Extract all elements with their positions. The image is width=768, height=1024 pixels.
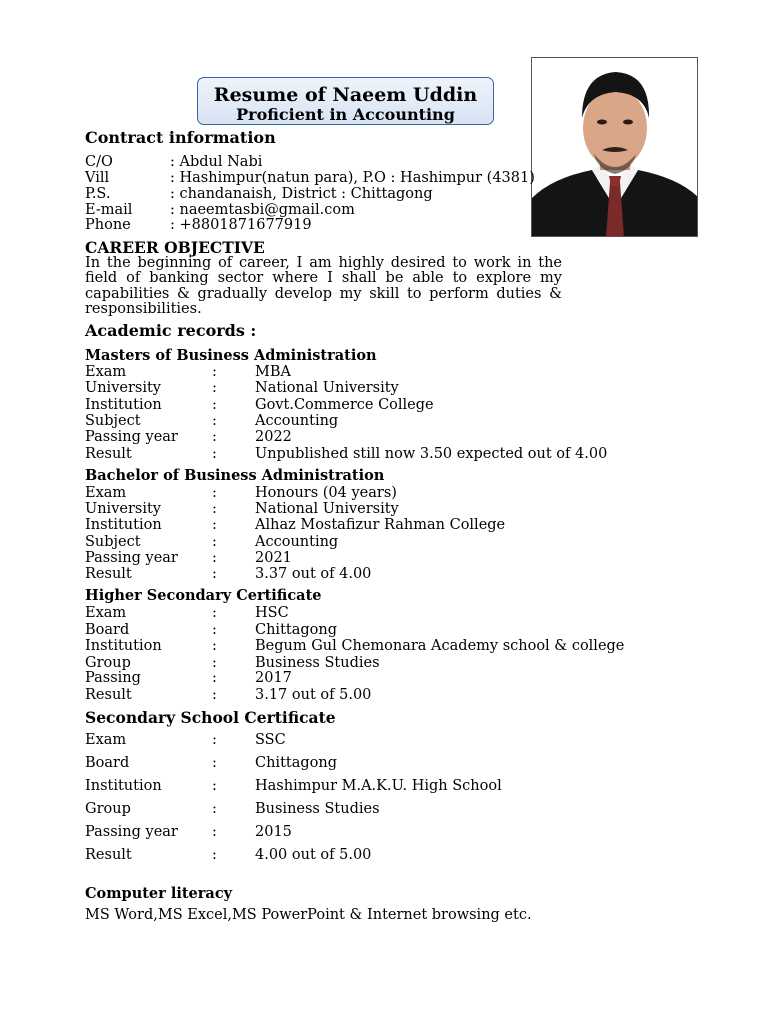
record-separator: : [212, 778, 217, 794]
contact-label: P.S. [85, 186, 111, 202]
record-value: National University [255, 501, 399, 517]
objective-text: In the beginning of career, I am highly desired to work in the field of banking sector where I shall be able to explore my capabilities & gradually develop my skill to perform duties & responsibilities. [85, 255, 562, 317]
record-label: Group [85, 801, 131, 817]
mba-section-title: Masters of Business Administration [85, 347, 377, 364]
record-value: 4.00 out of 5.00 [255, 847, 372, 863]
record-value: Accounting [255, 413, 339, 429]
record-separator: : [212, 485, 217, 501]
contact-label: E-mail [85, 202, 133, 218]
record-separator: : [212, 397, 217, 413]
record-label: Subject [85, 534, 141, 550]
record-separator: : [212, 534, 217, 550]
record-label: Result [85, 847, 132, 863]
record-separator: : [212, 732, 217, 748]
record-label: Institution [85, 778, 162, 794]
record-label: Institution [85, 397, 162, 413]
record-separator: : [212, 801, 217, 817]
contact-label: C/O [85, 154, 113, 170]
record-separator: : [212, 446, 217, 462]
profile-photo [531, 57, 698, 237]
record-label: Passing year [85, 550, 178, 566]
record-value: HSC [255, 605, 289, 621]
contact-phone: : +8801871677919 [170, 217, 312, 233]
contact-heading: Contract information [85, 128, 276, 147]
record-separator: : [212, 755, 217, 771]
record-label: Subject [85, 413, 141, 429]
record-value: Accounting [255, 534, 339, 550]
record-label: Passing [85, 670, 141, 686]
record-separator: : [212, 413, 217, 429]
record-value: MBA [255, 364, 291, 380]
academic-heading: Academic records : [85, 321, 257, 340]
record-separator: : [212, 550, 217, 566]
record-label: Passing year [85, 824, 178, 840]
contact-value: : Hashimpur(natun para), P.O : Hashimpur (4381) [170, 170, 535, 186]
record-value: Business Studies [255, 801, 380, 817]
bba-section-title: Bachelor of Business Administration [85, 467, 385, 484]
record-label: University [85, 380, 161, 396]
record-value: Unpublished still now 3.50 expected out of 4.00 [255, 446, 608, 462]
resume-title: Resume of Naeem Uddin [213, 84, 478, 106]
contact-label: Vill [85, 170, 110, 186]
record-separator: : [212, 501, 217, 517]
record-value: Chittagong [255, 755, 338, 771]
record-separator: : [212, 517, 217, 533]
record-value: SSC [255, 732, 286, 748]
record-label: Group [85, 655, 131, 671]
record-value: Honours (04 years) [255, 485, 397, 501]
record-value: National University [255, 380, 399, 396]
record-label: Board [85, 622, 130, 638]
record-label: Result [85, 687, 132, 703]
record-label: Institution [85, 638, 162, 654]
record-separator: : [212, 847, 217, 863]
record-separator: : [212, 380, 217, 396]
record-value: Hashimpur M.A.K.U. High School [255, 778, 502, 794]
record-value: 2015 [255, 824, 292, 840]
record-value: Begum Gul Chemonara Academy school & college [255, 638, 625, 654]
contact-value: : Abdul Nabi [170, 154, 263, 170]
record-label: Result [85, 446, 132, 462]
record-separator: : [212, 605, 217, 621]
record-label: Exam [85, 364, 127, 380]
hsc-section-title: Higher Secondary Certificate [85, 587, 322, 604]
record-label: Exam [85, 485, 127, 501]
record-label: Exam [85, 605, 127, 621]
contact-value: : chandanaish, District : Chittagong [170, 186, 433, 202]
record-label: Board [85, 755, 130, 771]
portrait-image [532, 58, 698, 237]
record-value: Business Studies [255, 655, 380, 671]
computer-text: MS Word,MS Excel,MS PowerPoint & Internet browsing etc. [85, 907, 532, 923]
ssc-section-title: Secondary School Certificate [85, 708, 336, 727]
record-separator: : [212, 824, 217, 840]
record-separator: : [212, 638, 217, 654]
contact-label: Phone [85, 217, 131, 233]
record-separator: : [212, 687, 217, 703]
record-value: 3.17 out of 5.00 [255, 687, 372, 703]
record-value: 2017 [255, 670, 292, 686]
record-value: 2021 [255, 550, 292, 566]
record-separator: : [212, 622, 217, 638]
resume-subtitle: Proficient in Accounting [236, 105, 455, 124]
record-label: Result [85, 566, 132, 582]
resume-title-box [197, 77, 494, 125]
computer-heading: Computer literacy [85, 885, 233, 902]
record-separator: : [212, 655, 217, 671]
contact-email[interactable]: : naeemtasbi@gmail.com [170, 202, 355, 218]
record-label: Institution [85, 517, 162, 533]
record-value: 2022 [255, 429, 292, 445]
record-separator: : [212, 429, 217, 445]
record-value: Chittagong [255, 622, 338, 638]
record-value: Alhaz Mostafizur Rahman College [255, 517, 506, 533]
record-separator: : [212, 566, 217, 582]
record-separator: : [212, 364, 217, 380]
objective-heading: CAREER OBJECTIVE [85, 238, 265, 257]
record-separator: : [212, 670, 217, 686]
record-label: Exam [85, 732, 127, 748]
record-label: University [85, 501, 161, 517]
record-label: Passing year [85, 429, 178, 445]
record-value: 3.37 out of 4.00 [255, 566, 372, 582]
record-value: Govt.Commerce College [255, 397, 434, 413]
